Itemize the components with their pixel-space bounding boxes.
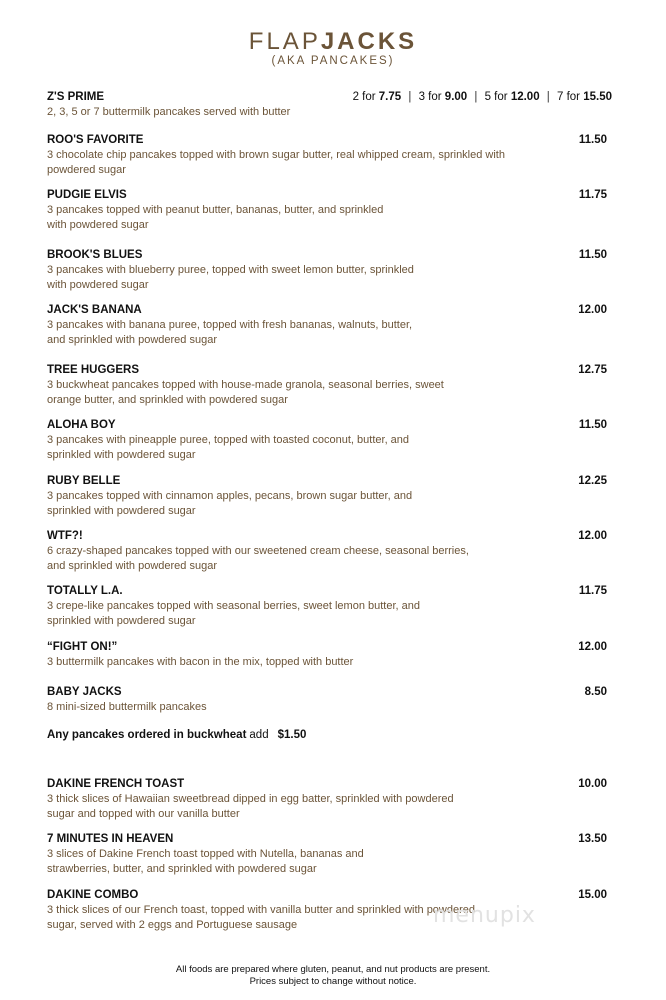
item-description: 3 pancakes with banana puree, topped with fresh bananas, walnuts, butter, and sprinkled with powdered sugar bbox=[47, 319, 413, 346]
item-description: 6 crazy-shaped pancakes topped with our sweetened cream cheese, seasonal berries, and sprinkled with powdered sugar bbox=[47, 545, 469, 572]
menupix-watermark: menupix bbox=[433, 903, 536, 928]
item-name: DAKINE FRENCH TOAST bbox=[47, 778, 185, 790]
menu-title bbox=[0, 28, 666, 56]
menu-item bbox=[47, 529, 612, 574]
item-price: 11.75 bbox=[578, 189, 607, 201]
prime-option-price: 12.00 bbox=[510, 91, 540, 103]
item-description: 8 mini-sized buttermilk pancakes bbox=[47, 701, 207, 713]
prime-option-count: 2 for bbox=[352, 91, 376, 103]
item-description: 3 slices of Dakine French toast topped with Nutella, bananas and strawberries, butter, and sprinkled with powdered sugar bbox=[47, 848, 364, 875]
menu-item bbox=[47, 188, 612, 233]
item-description: 3 thick slices of Hawaiian sweetbread dipped in egg batter, sprinkled with powdered sugar and topped with our vanilla butter bbox=[47, 793, 454, 820]
item-name: JACK'S BANANA bbox=[47, 304, 142, 316]
menu-item bbox=[47, 133, 612, 178]
item-price: 11.50 bbox=[578, 249, 607, 261]
item-name: TOTALLY L.A. bbox=[47, 585, 123, 597]
item-name: DAKINE COMBO bbox=[47, 889, 139, 901]
item-name: BROOK'S BLUES bbox=[47, 249, 143, 261]
menu-title-bold: JACKS bbox=[320, 28, 418, 55]
menu-item bbox=[47, 584, 612, 629]
price-separator: | bbox=[408, 91, 412, 103]
price-separator: | bbox=[546, 91, 550, 103]
item-description: 3 pancakes topped with cinnamon apples, pecans, brown sugar butter, and sprinkled with powdered sugar bbox=[47, 490, 413, 517]
item-name: Z'S PRIME bbox=[47, 91, 105, 103]
prime-option-count: 3 for bbox=[418, 91, 442, 103]
item-name: “FIGHT ON!” bbox=[47, 641, 118, 653]
item-price: 15.00 bbox=[578, 889, 607, 901]
item-price: 12.25 bbox=[578, 475, 607, 487]
prime-option-price: 7.75 bbox=[378, 91, 402, 103]
price-separator: | bbox=[474, 91, 478, 103]
menu-item bbox=[47, 832, 612, 877]
item-price: 11.75 bbox=[578, 585, 607, 597]
item-price: 8.50 bbox=[584, 686, 607, 698]
item-name: 7 MINUTES IN HEAVEN bbox=[47, 833, 174, 845]
item-name: ROO'S FAVORITE bbox=[47, 134, 144, 146]
prime-option-count: 7 for bbox=[557, 91, 581, 103]
prime-price-options bbox=[353, 90, 612, 105]
item-description: 3 pancakes with blueberry puree, topped with sweet lemon butter, sprinkled with powdered sugar bbox=[47, 264, 414, 291]
addon-text: Any pancakes ordered in buckwheat bbox=[47, 729, 247, 741]
prime-option-count: 5 for bbox=[484, 91, 508, 103]
item-description: 3 buckwheat pancakes topped with house-made granola, seasonal berries, sweet orange butter, and sprinkled with powdered sugar bbox=[47, 379, 444, 406]
item-price: 13.50 bbox=[578, 833, 607, 845]
item-name: RUBY BELLE bbox=[47, 475, 121, 487]
addon-add-word: add bbox=[249, 729, 269, 741]
addon-amount: $1.50 bbox=[277, 729, 307, 741]
menu-item bbox=[47, 777, 612, 822]
menu-item-zs-prime bbox=[47, 90, 612, 120]
prime-option-price: 15.50 bbox=[583, 91, 612, 103]
item-description: 3 buttermilk pancakes with bacon in the mix, topped with butter bbox=[47, 656, 354, 668]
menu-item bbox=[47, 474, 612, 519]
item-name: WTF?! bbox=[47, 530, 83, 542]
menu-item bbox=[47, 418, 612, 463]
item-description: 2, 3, 5 or 7 buttermilk pancakes served with butter bbox=[47, 106, 291, 118]
menu-item bbox=[47, 640, 612, 670]
item-name: ALOHA BOY bbox=[47, 419, 116, 431]
footer-line-prices: Prices subject to change without notice. bbox=[249, 976, 417, 987]
item-price: 11.50 bbox=[578, 419, 607, 431]
item-price: 12.00 bbox=[578, 530, 607, 542]
item-price: 10.00 bbox=[578, 778, 607, 790]
footer-line-allergen: All foods are prepared where gluten, peanut, and nut products are present. bbox=[175, 964, 491, 975]
menu-item bbox=[47, 685, 612, 715]
item-description: 3 thick slices of our French toast, topped with vanilla butter and sprinkled with powdered sugar, served with 2 eggs and Portuguese sausage bbox=[47, 904, 476, 931]
prime-option-price: 9.00 bbox=[444, 91, 468, 103]
item-description: 3 crepe-like pancakes topped with seasonal berries, sweet lemon butter, and sprinkled with powdered sugar bbox=[47, 600, 420, 627]
item-price: 12.00 bbox=[578, 304, 607, 316]
item-price: 12.75 bbox=[578, 364, 607, 376]
item-name: PUDGIE ELVIS bbox=[47, 189, 127, 201]
menu-item bbox=[47, 363, 612, 408]
item-name: BABY JACKS bbox=[47, 686, 122, 698]
footer-note bbox=[0, 964, 666, 988]
item-name: TREE HUGGERS bbox=[47, 364, 140, 376]
buckwheat-addon-note bbox=[47, 729, 306, 741]
item-description: 3 pancakes with pineapple puree, topped with toasted coconut, butter, and sprinkled with powdered sugar bbox=[47, 434, 410, 461]
menu-title-light: FLAP bbox=[248, 28, 321, 55]
item-description: 3 pancakes topped with peanut butter, bananas, butter, and sprinkled with powdered sugar bbox=[47, 204, 384, 231]
menu-item bbox=[47, 303, 612, 348]
menu-item bbox=[47, 248, 612, 293]
item-price: 11.50 bbox=[578, 134, 607, 146]
menu-subtitle: (AKA PANCAKES) bbox=[271, 55, 395, 67]
item-description: 3 chocolate chip pancakes topped with brown sugar butter, real whipped cream, sprinkled with powdered sugar bbox=[47, 149, 505, 176]
item-price: 12.00 bbox=[578, 641, 607, 653]
